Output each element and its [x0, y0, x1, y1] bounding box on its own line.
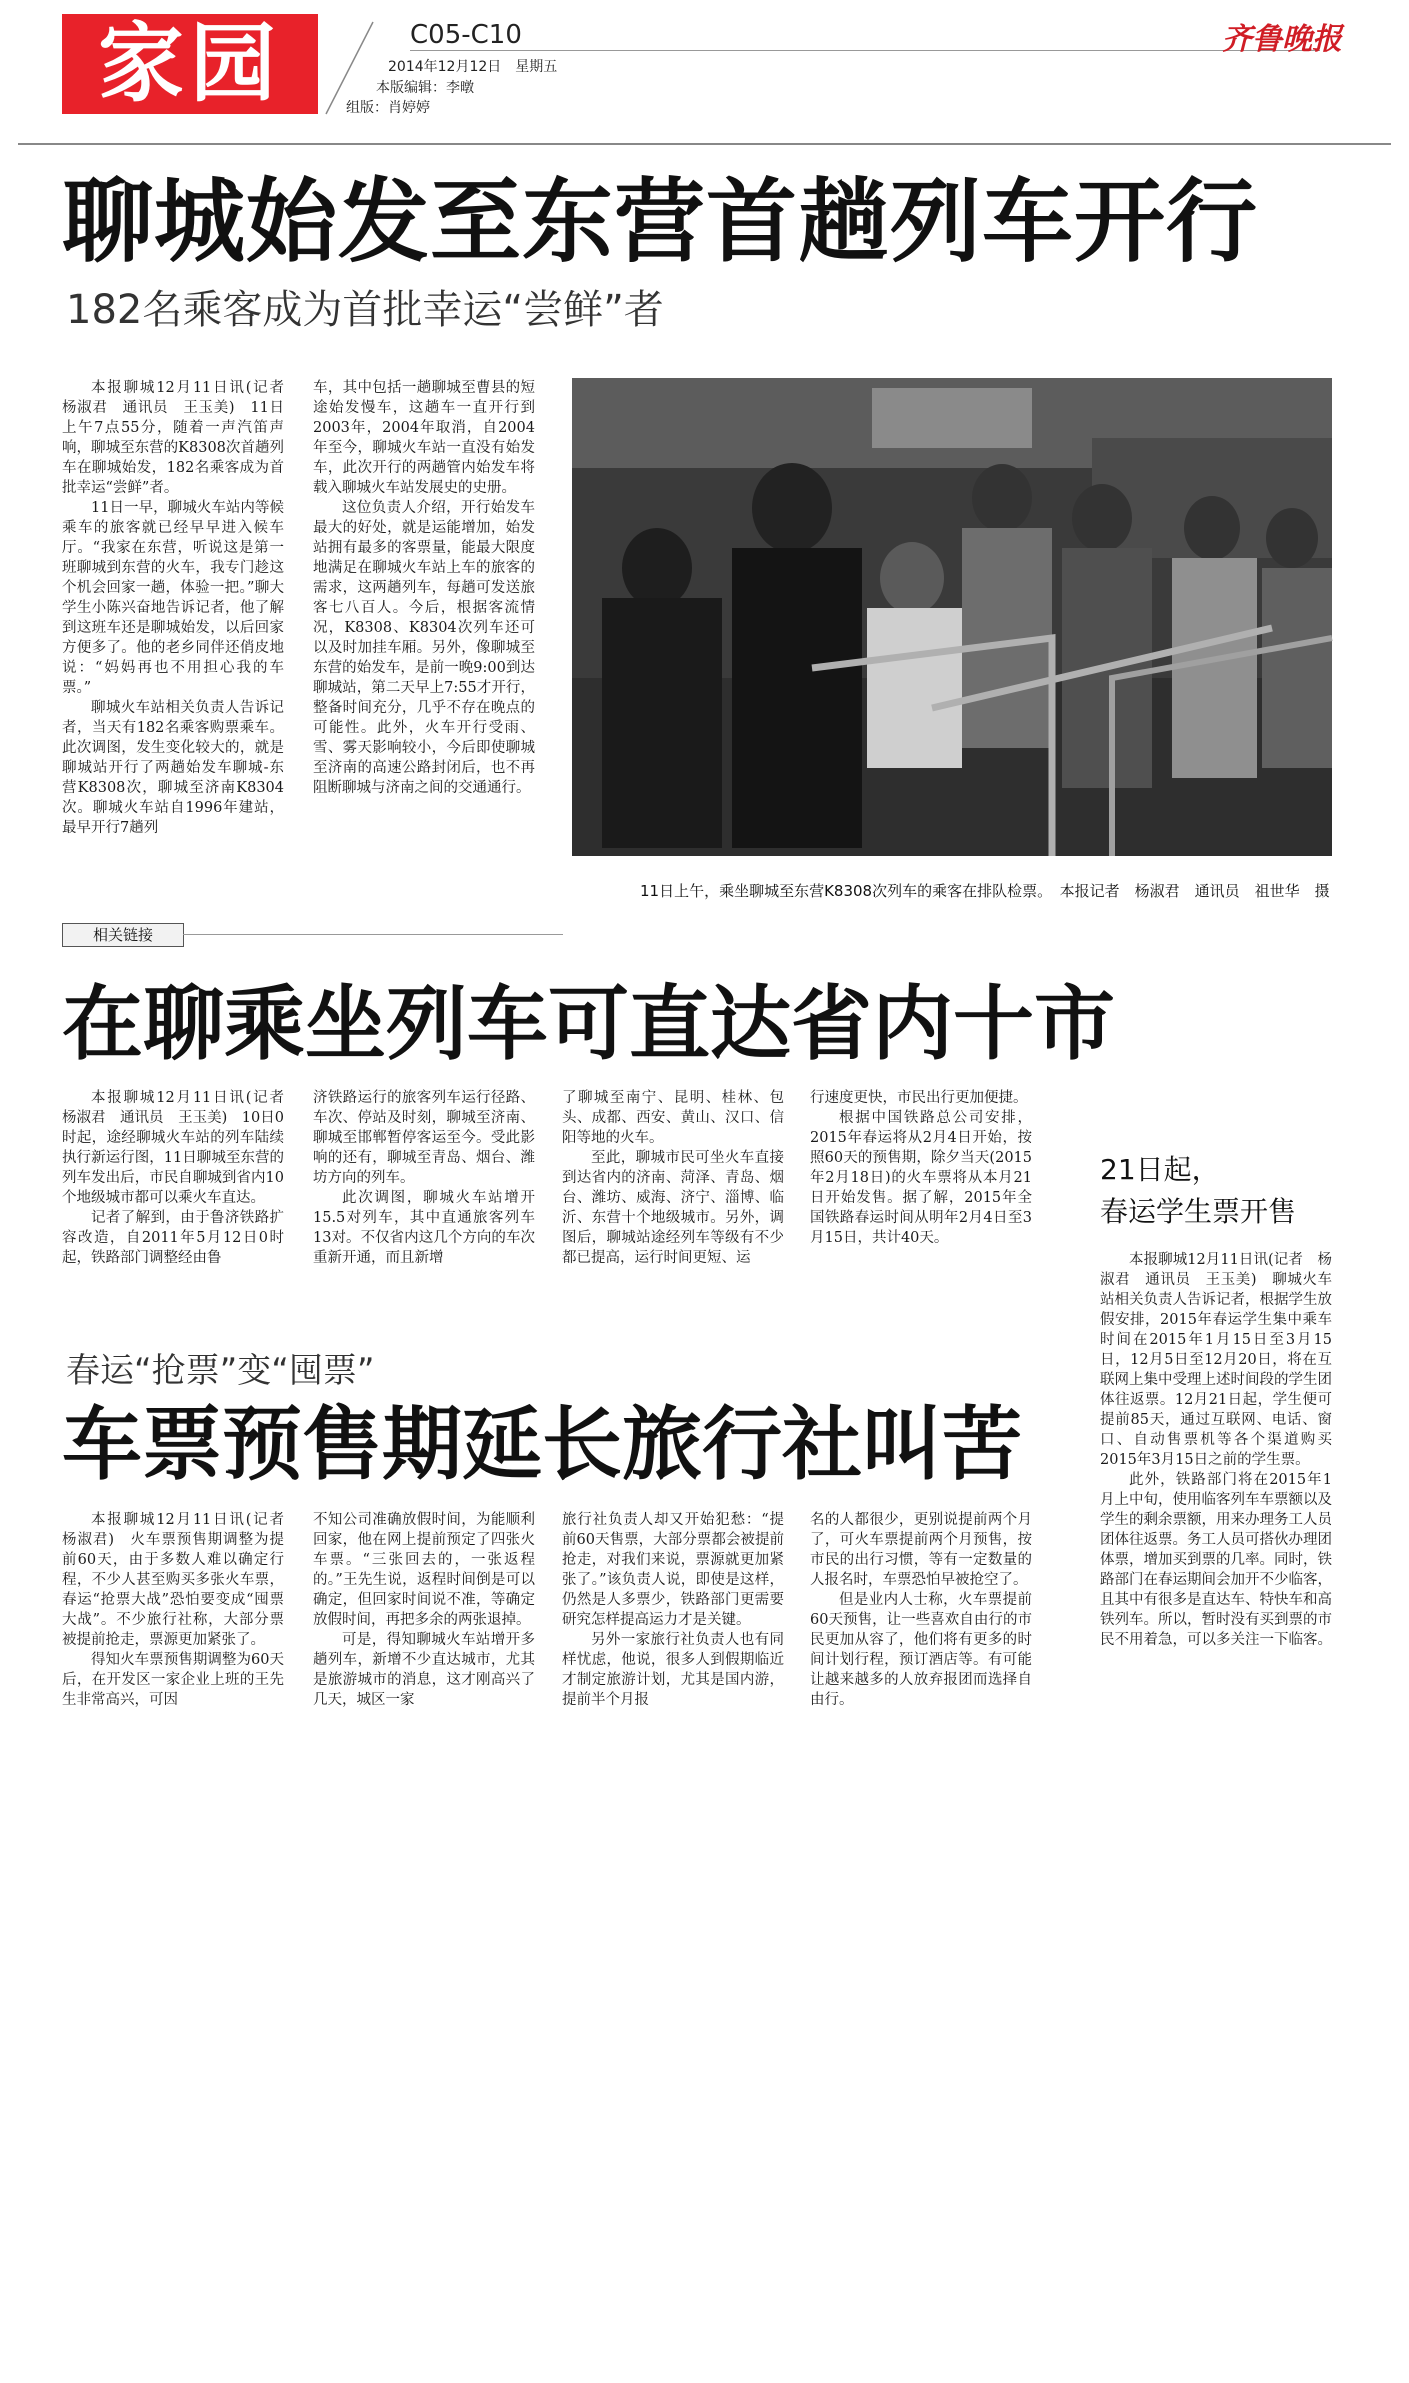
sidebar-title-line-1: 21日起，	[1100, 1153, 1220, 1186]
layout-credit: 组版：肖婷婷	[346, 100, 430, 116]
photo-caption: 11日上午，乘坐聊城至东营K8308次列车的乘客在排队检票。 本报记者 杨淑君 通讯员 祖世华 摄	[640, 882, 1330, 900]
sidebar-body	[1100, 1250, 1332, 1730]
paragraph: 本报聊城12月11日讯(记者 杨淑君 通讯员 王玉美) 聊城火车站相关负责人告诉记者，根据学生放假安排，2015年春运学生集中乘车时间在2015年1月15日至3月15日，12月5日至12月20日，将在互联网上集中受理上述时间段的学生团体往返票。12月21日起，学生便可提前85天，通过互联网、电话、窗口、自动售票机等各个渠道购买2015年3月15日之前的学生票。	[1100, 1252, 1332, 1468]
sidebar-title-line-2: 春运学生票开售	[1100, 1195, 1297, 1228]
paragraph: 本报聊城12月11日讯(记者 杨淑君 通讯员 王玉美) 11日上午7点55分，随着一声汽笛声响，聊城至东营的K8308次首趟列车在聊城始发，182名乘客成为首批幸运“尝鲜”者。	[62, 380, 299, 496]
paragraph: 至此，聊城市民可坐火车直接到达省内的济南、菏泽、青岛、烟台、潍坊、威海、济宁、淄博、临沂、东营十个地级城市。另外，调图后，聊城站途经列车等级有不少都已提高，运行时间更短、运	[562, 1150, 784, 1266]
masthead-rule	[410, 50, 1320, 51]
header-divider	[18, 143, 1391, 145]
article2-column-3	[562, 1088, 784, 1318]
article1-headline: 聊城始发至东营首趟列车开行	[62, 170, 1259, 275]
paragraph: 济铁路运行的旅客列车运行径路、车次、停站及时刻，聊城至济南、聊城至邯郸暂停客运至今。受此影响的还有，聊城至青岛、烟台、潍坊方向的列车。	[313, 1090, 535, 1186]
paragraph: 本报聊城12月11日讯(记者 杨淑君 通讯员 王玉美) 10日0时起，途经聊城火车站的列车陆续执行新运行图，11日聊城至东营的列车发出后，市民自聊城到省内10个地级城市都可以乘火车直达。	[62, 1090, 299, 1206]
article2-headline: 在聊乘坐列车可直达省内十市	[62, 978, 1116, 1072]
related-links-tag: 相关链接	[62, 923, 184, 947]
article3-column-4	[810, 1510, 1032, 1750]
issue-date: 2014年12月12日 星期五	[388, 59, 558, 75]
related-links-rule	[183, 934, 563, 935]
paragraph: 行速度更快，市民出行更加便捷。	[810, 1090, 1028, 1106]
article3-headline: 车票预售期延长旅行社叫苦	[62, 1398, 1022, 1491]
train-station-photo	[572, 378, 1332, 856]
editor-credit: 本版编辑：李暾	[376, 80, 474, 96]
article1-column-1	[62, 378, 299, 898]
page-range: C05-C10	[410, 20, 522, 50]
article2-column-2	[313, 1088, 535, 1318]
paragraph: 可是，得知聊城火车站增开多趟列车，新增不少直达城市，尤其是旅游城市的消息，这才刚高兴了几天，城区一家	[313, 1632, 535, 1708]
article3-column-1	[62, 1510, 299, 1750]
article2-column-1	[62, 1088, 299, 1318]
paragraph: 得知火车票预售期调整为60天后，在开发区一家企业上班的王先生非常高兴，可因	[62, 1652, 284, 1708]
paragraph: 名的人都很少，更别说提前两个月了，可火车票提前两个月预售，按市民的出行习惯，等有一定数量的人报名时，车票恐怕早被抢空了。	[810, 1512, 1032, 1588]
section-logo: 家园	[98, 14, 282, 114]
paragraph: 此外，铁路部门将在2015年1月上中旬，使用临客列车车票额以及学生的剩余票额，用来办理务工人员团体往返票。务工人员可搭伙办理团体票，增加买到票的几率。同时，铁路部门在春运期间会加开不少临客，且其中有很多是直达车、特快车和高铁列车。所以，暂时没有买到票的市民不用着急，可以多关注一下临客。	[1100, 1472, 1332, 1648]
article1-subhead: 182名乘客成为首批幸运“尝鲜”者	[66, 287, 664, 333]
article2-column-4	[810, 1088, 1032, 1318]
paragraph: 本报聊城12月11日讯(记者 杨淑君) 火车票预售期调整为提前60天，由于多数人难以确定行程，不少人甚至购买多张火车票，春运“抢票大战”恐怕要变成“囤票大战”。不少旅行社称，大部分票被提前抢走，票源更加紧张了。	[62, 1512, 299, 1648]
article3-column-3	[562, 1510, 784, 1750]
paragraph: 另外一家旅行社负责人也有同样忧虑，他说，很多人到假期临近才制定旅游计划，尤其是国内游，提前半个月报	[562, 1632, 784, 1708]
paragraph: 旅行社负责人却又开始犯愁：“提前60天售票，大部分票都会被提前抢走，对我们来说，票源就更加紧张了。”该负责人说，即使是这样，仍然是人多票少，铁路部门更需要研究怎样提高运力才是关键。	[562, 1512, 784, 1628]
article1-column-2	[313, 378, 535, 898]
paragraph: 这位负责人介绍，开行始发车最大的好处，就是运能增加，始发站拥有最多的客票量，能最大限度地满足在聊城火车站上车的旅客的需求，这两趟列车，每趟可发送旅客七八百人。今后，根据客流情况，K8308、K8304次列车还可以及时加挂车厢。另外，像聊城至东营的始发车，是前一晚9:00到达聊城站，第二天早上7:55才开行，整备时间充分，几乎不存在晚点的可能性。此外，火车开行受雨、雪、雾天影响较小，今后即使聊城至济南的高速公路封闭后，也不再阻断聊城与济南之间的交通通行。	[313, 500, 535, 796]
paragraph: 车，其中包括一趟聊城至曹县的短途始发慢车，这趟车一直开行到2003年，2004年取消，自2004年至今，聊城火车站一直没有始发车，此次开行的两趟管内始发车将载入聊城火车站发展史的史册。	[313, 380, 535, 496]
paragraph: 不知公司准确放假时间，为能顺利回家，他在网上提前预定了四张火车票。“三张回去的，一张返程的。”王先生说，返程时间倒是可以确定，但回家时间说不准，等确定放假时间，再把多余的两张退掉。	[313, 1512, 535, 1628]
paragraph: 记者了解到，由于鲁济铁路扩容改造，自2011年5月12日0时起，铁路部门调整经由鲁	[62, 1210, 284, 1266]
paragraph: 但是业内人士称，火车票提前60天预售，让一些喜欢自由行的市民更加从容了，他们将有更多的时间计划行程，预订酒店等。有可能让越来越多的人放弃报团而选择自由行。	[810, 1592, 1032, 1708]
article3-kicker: 春运“抢票”变“囤票”	[66, 1351, 375, 1391]
newspaper-brand: 齐鲁晚报	[1222, 22, 1342, 57]
paragraph: 根据中国铁路总公司安排，2015年春运将从2月4日开始，按照60天的预售期，除夕当天(2015年2月18日)的火车票将从本月21日开始发售。据了解，2015年全国铁路春运时间从明年2月4日至3月15日，共计40天。	[810, 1110, 1032, 1246]
article3-column-2	[313, 1510, 535, 1750]
paragraph: 此次调图，聊城火车站增开15.5对列车，其中直通旅客列车13对。不仅省内这几个方向的车次重新开通，而且新增	[313, 1190, 535, 1266]
paragraph: 聊城火车站相关负责人告诉记者，当天有182名乘客购票乘车。此次调图，发生变化较大的，就是聊城站开行了两趟始发车聊城-东营K8308次，聊城至济南K8304次。聊城火车站自1996年建站，最早开行7趟列	[62, 700, 284, 836]
paragraph: 了聊城至南宁、昆明、桂林、包头、成都、西安、黄山、汉口、信阳等地的火车。	[562, 1090, 784, 1146]
paragraph: 11日一早，聊城火车站内等候乘车的旅客就已经早早进入候车厅。“我家在东营，听说这是第一班聊城到东营的火车，我专门趁这个机会回家一趟，体验一把。”聊大学生小陈兴奋地告诉记者，他了解到这班车还是聊城始发，以后回家方便多了。他的老乡同伴还俏皮地说：“妈妈再也不用担心我的车票。”	[62, 500, 284, 696]
